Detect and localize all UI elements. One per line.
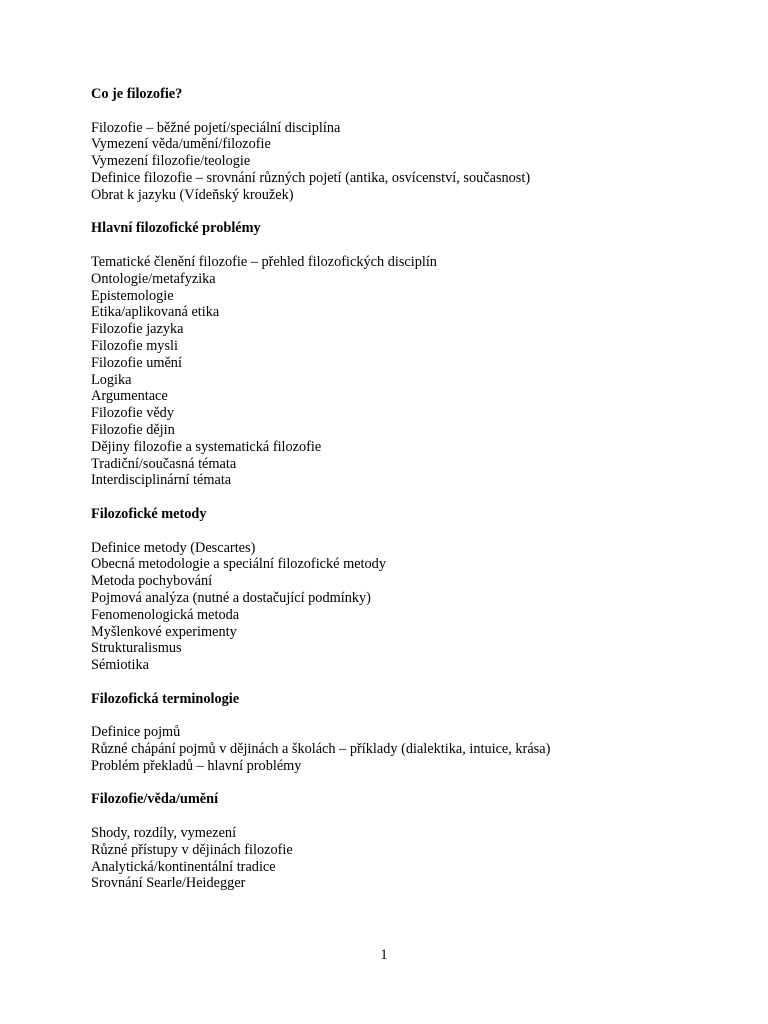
list-item: Metoda pochybování — [91, 573, 213, 590]
section-what-is-philosophy — [91, 86, 731, 204]
list-item: Filozofie umění — [91, 354, 182, 371]
section-heading: Filozofie/věda/umění — [91, 791, 219, 808]
list-item: Různé chápání pojmů v dějinách a školách – příklady (dialektika, intuice, krása) — [91, 741, 551, 758]
list-item: Srovnání Searle/Heidegger — [91, 875, 246, 892]
list-item: Epistemologie — [91, 287, 174, 304]
list-item: Problém překladů – hlavní problémy — [91, 757, 302, 774]
list-item: Filozofie jazyka — [91, 321, 184, 338]
list-item: Vymezení filozofie/teologie — [91, 153, 251, 170]
list-item: Strukturalismus — [91, 640, 182, 657]
section-item-list — [91, 540, 731, 674]
section-heading: Co je filozofie? — [91, 86, 183, 102]
list-item: Filozofie vědy — [91, 405, 174, 422]
list-item: Sémiotika — [91, 657, 149, 674]
section-methods — [91, 506, 731, 674]
section-terminology — [91, 691, 731, 775]
list-item: Fenomenologická metoda — [91, 606, 240, 623]
section-heading: Filozofické metody — [91, 505, 207, 522]
section-item-list — [91, 825, 731, 892]
section-philosophy-science-art — [91, 791, 731, 892]
list-item: Definice filozofie – srovnání různých pojetí (antika, osvícenství, současnost) — [91, 169, 531, 186]
list-item: Pojmová analýza (nutné a dostačující podmínky) — [91, 589, 371, 606]
list-item: Tradiční/současná témata — [91, 455, 237, 472]
list-item: Shody, rozdíly, vymezení — [91, 825, 237, 842]
list-item: Myšlenkové experimenty — [91, 623, 237, 640]
list-item: Interdisciplinární témata — [91, 472, 232, 489]
page-number: 1 — [380, 947, 388, 963]
section-heading: Hlavní filozofické problémy — [91, 220, 261, 237]
document-body — [91, 86, 731, 909]
list-item: Různé přístupy v dějinách filozofie — [91, 841, 293, 858]
list-item: Definice metody (Descartes) — [91, 539, 256, 556]
list-item: Obecná metodologie a speciální filozofické metody — [91, 556, 386, 573]
section-main-problems — [91, 220, 731, 489]
list-item: Logika — [91, 371, 132, 388]
list-item: Obrat k jazyku (Vídeňský kroužek) — [91, 186, 294, 203]
section-heading: Filozofická terminologie — [91, 690, 240, 707]
list-item: Tematické členění filozofie – přehled filozofických disciplín — [91, 253, 437, 270]
list-item: Ontologie/metafyzika — [91, 270, 216, 287]
list-item: Definice pojmů — [91, 724, 181, 741]
list-item: Filozofie dějin — [91, 421, 175, 438]
list-item: Dějiny filozofie a systematická filozofie — [91, 438, 322, 455]
list-item: Vymezení věda/umění/filozofie — [91, 136, 271, 153]
section-item-list — [91, 254, 731, 489]
list-item: Argumentace — [91, 388, 168, 405]
section-item-list — [91, 724, 731, 774]
section-item-list — [91, 120, 731, 204]
list-item: Filozofie – běžné pojetí/speciální disciplína — [91, 119, 341, 136]
list-item: Etika/aplikovaná etika — [91, 304, 220, 321]
list-item: Filozofie mysli — [91, 337, 178, 354]
list-item: Analytická/kontinentální tradice — [91, 858, 276, 875]
